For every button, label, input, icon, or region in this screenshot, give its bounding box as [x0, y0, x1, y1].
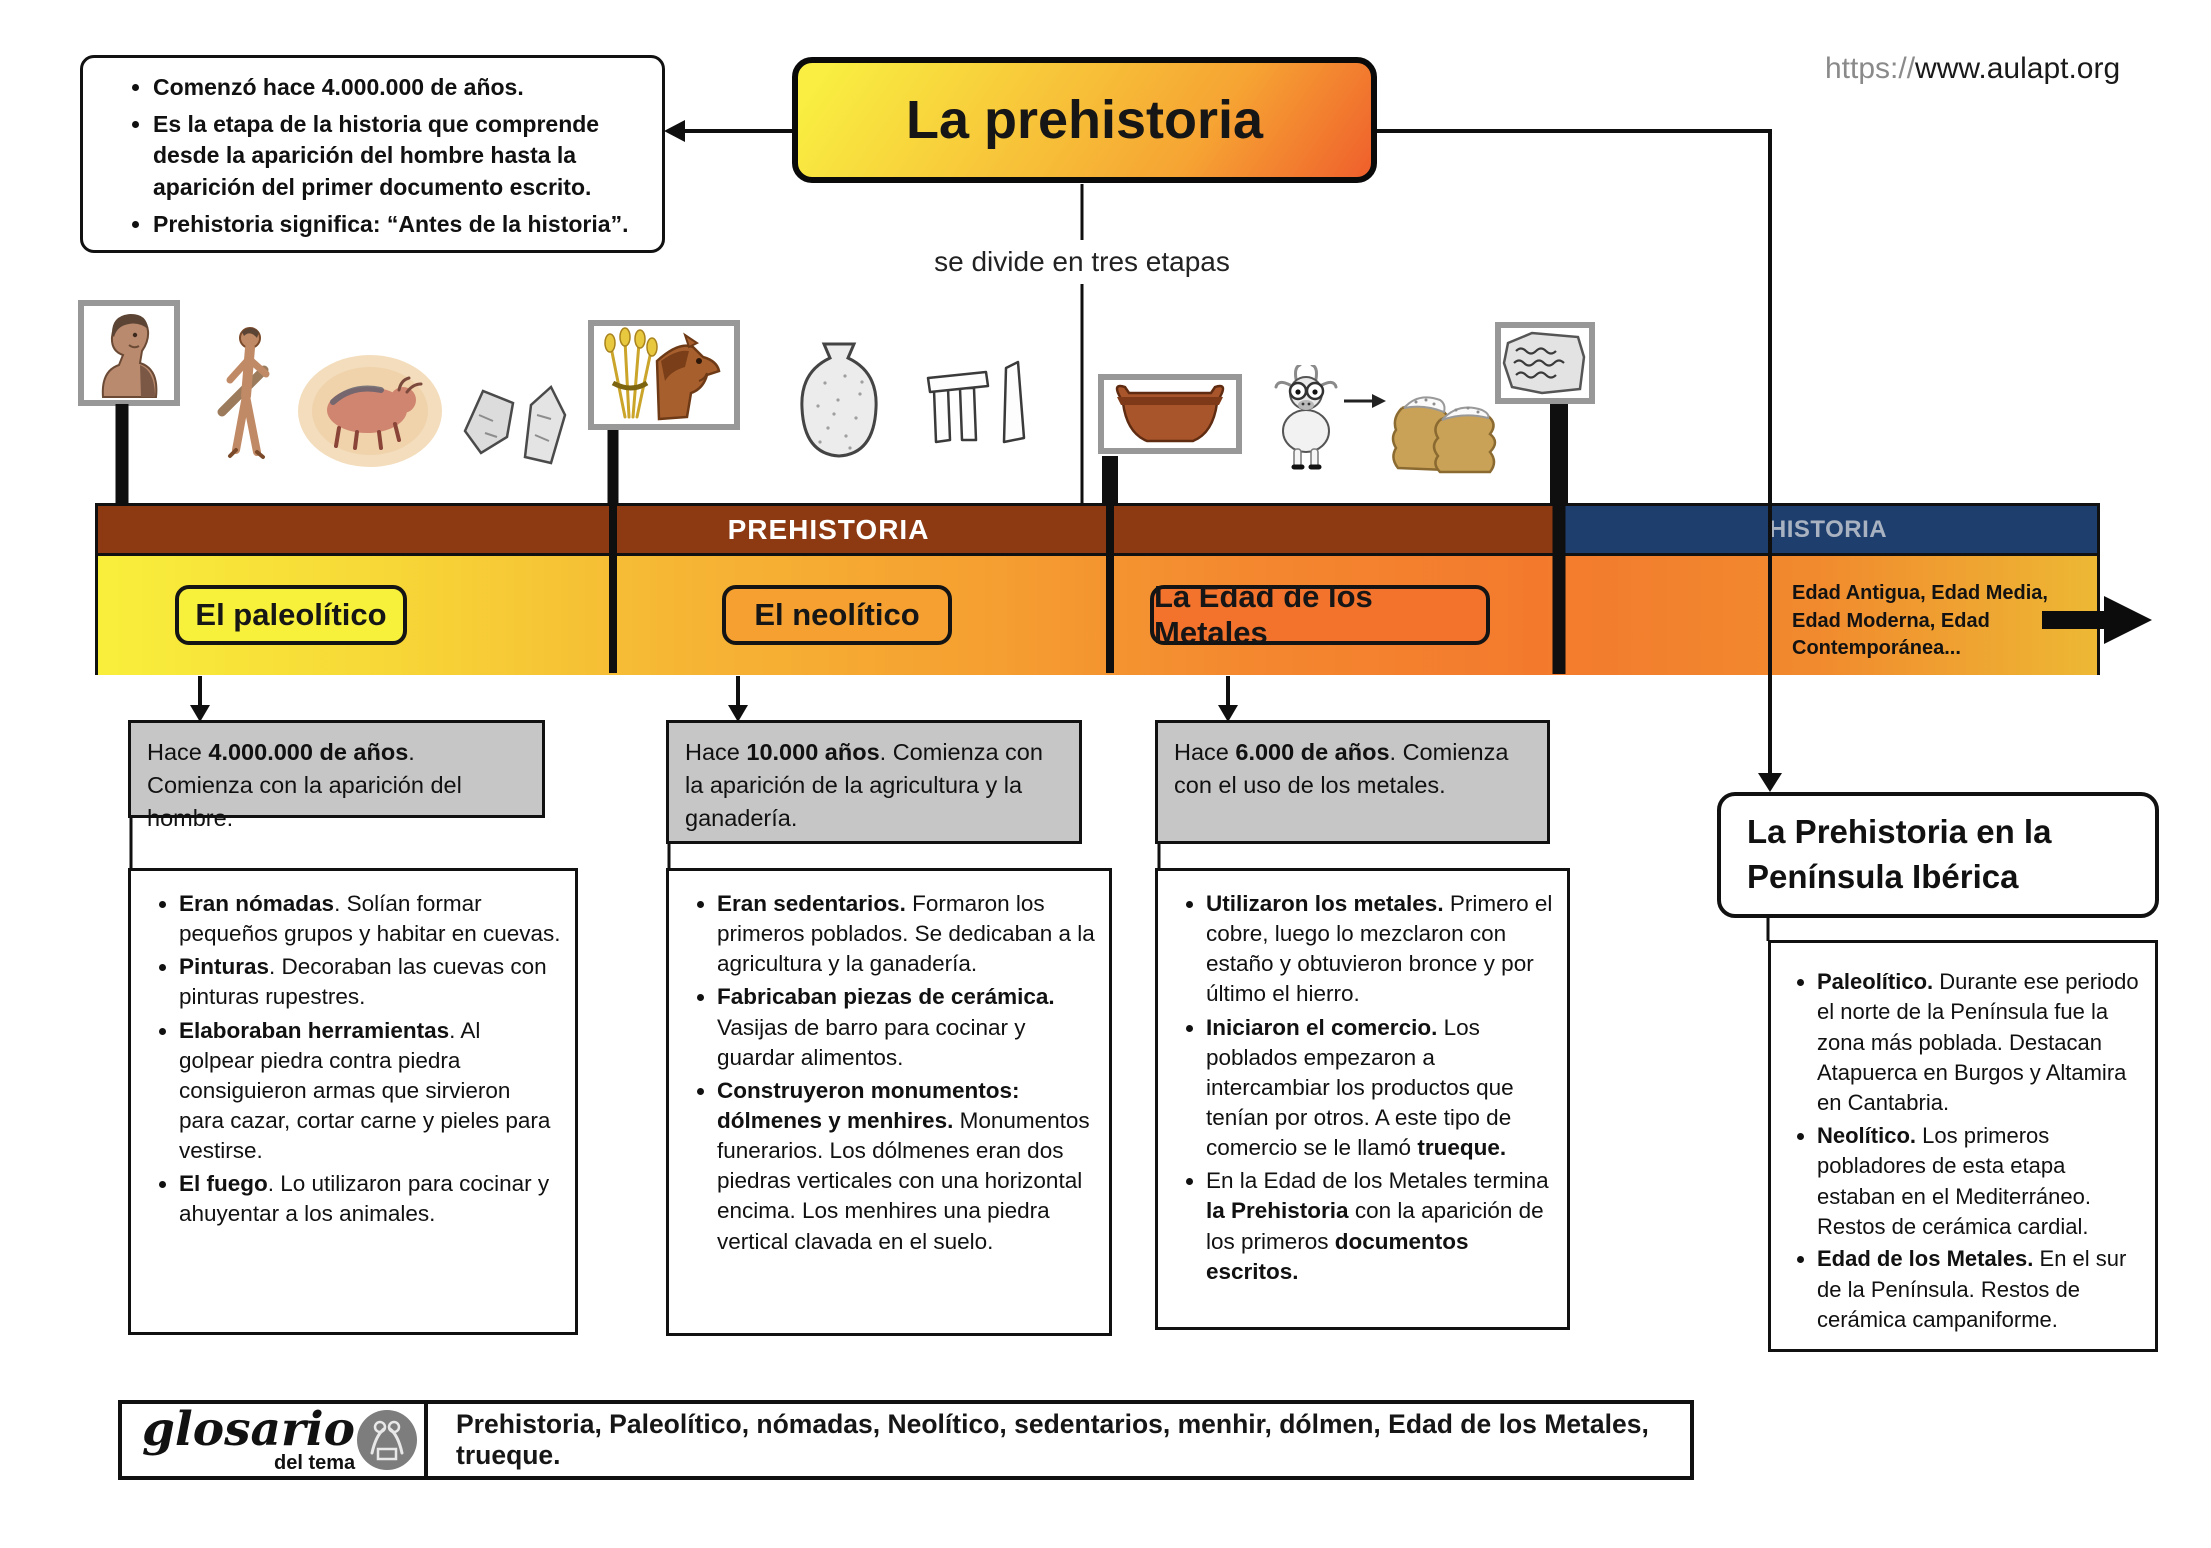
- peninsula-item: • Edad de los Metales. En el sur de la Península. Restos de cerámica campaniforme.: [1817, 1244, 2141, 1335]
- detail-item: • Elaboraban herramientas. Al golpear piedra contra piedra consiguieron armas que sirvieron para cazar, cortar carne y pieles para vestirse.: [179, 1016, 561, 1167]
- glossary-bar: [118, 1400, 1694, 1480]
- history-forward-arrow-icon: [2042, 594, 2154, 646]
- wheat-and-horse-icon: [595, 327, 733, 423]
- detail-item: • Eran nómadas. Solían formar pequeños grupos y habitar en cuevas.: [179, 889, 561, 949]
- flint-stones-icon: [455, 375, 575, 477]
- glossary-terms: Prehistoria, Paleolítico, nómadas, Neolítico, sedentarios, menhir, dólmen, Edad de los Metales, trueque.: [456, 1409, 1649, 1470]
- historia-label: HISTORIA: [1768, 515, 1888, 543]
- written-tablet-icon: [1502, 329, 1588, 397]
- detail-item: • Construyeron monumentos: dólmenes y menhires. Monumentos funerarios. Los dólmenes eran dos piedras verticales con una horizontal encima. Los menhires una piedra vertical clavada en el suelo.: [717, 1076, 1095, 1257]
- stage-edad-metales: La Edad de los Metales: [1150, 585, 1490, 645]
- detail-item: • Fabricaban piezas de cerámica. Vasijas de barro para cocinar y guardar alimentos.: [717, 982, 1095, 1072]
- intro-item: • Es la etapa de la historia que comprende desde la aparición del hombre hasta la aparición del primer documento escrito.: [153, 109, 636, 204]
- subtitle-connector: se divide en tres etapas: [934, 246, 1230, 277]
- grain-sacks-icon: [1388, 378, 1506, 476]
- intro-item: • Comenzó hace 4.000.000 de años.: [153, 72, 636, 104]
- arrowhead-left-icon: [664, 120, 685, 142]
- wheat-horse-frame: [588, 320, 740, 430]
- peninsula-detail-box: [1768, 940, 2158, 1352]
- clay-vase-icon: [790, 338, 888, 474]
- cave-painting-bison-icon: [295, 350, 445, 472]
- detail-item: • Iniciaron el comercio. Los poblados empezaron a intercambiar los productos que tenían por otros. A este tipo de comercio se le llamó trueque.: [1206, 1013, 1553, 1164]
- detail-list: [677, 889, 1095, 1257]
- intro-list: [101, 72, 636, 241]
- trade-arrow-icon: [1344, 392, 1386, 410]
- prehistoria-label: PREHISTORIA: [727, 513, 930, 545]
- peninsula-item: • Neolítico. Los primeros pobladores de esta etapa estaban en el Mediterráneo. Restos de cerámica cardial.: [1817, 1121, 2141, 1242]
- detail-box-metales: [1155, 868, 1570, 1330]
- period-note-neolitico: Hace 10.000 años. Comienza con la aparición de la agricultura y la ganadería.: [666, 720, 1082, 844]
- detail-item: • En la Edad de los Metales termina la Prehistoria con la aparición de los primeros documentos escritos.: [1206, 1166, 1553, 1287]
- peninsula-item: • Paleolítico. Durante ese periodo el norte de la Península fue la zona más poblada. Destacan Atapuerca en Burgos y Altamira en Cantabria.: [1817, 967, 2141, 1119]
- period-note-paleolitico: Hace 4.000.000 de años. Comienza con la aparición del hombre.: [128, 720, 545, 818]
- intro-item: • Prehistoria significa: “Antes de la historia”.: [153, 209, 636, 241]
- title-box: [792, 57, 1377, 183]
- stage-neolitico: El neolítico: [722, 585, 952, 645]
- detail-item: • Pinturas. Decoraban las cuevas con pinturas rupestres.: [179, 952, 561, 1012]
- caveman-portrait-icon: [85, 307, 173, 399]
- copper-bowl-frame: [1098, 374, 1242, 454]
- glossary-logo-title: glosario: [142, 1402, 355, 1457]
- page-title: La prehistoria: [905, 90, 1264, 150]
- detail-list: [139, 889, 561, 1230]
- peninsula-title-box: La Prehistoria en la Península Ibérica: [1717, 792, 2159, 918]
- intro-box: [80, 55, 665, 253]
- glossary-logo-subtitle: del tema: [274, 1452, 356, 1474]
- peninsula-list: [1781, 967, 2141, 1335]
- site-url: [1825, 52, 2120, 86]
- glosario-logo-icon: [356, 1409, 418, 1471]
- detail-item: • Utilizaron los metales. Primero el cobre, luego lo mezclaron con estaño y obtuvieron bronce y por último el hierro.: [1206, 889, 1553, 1010]
- written-tablet-frame: [1495, 322, 1595, 404]
- caveman-portrait-frame: [78, 300, 180, 406]
- historia-ages: Edad Antigua, Edad Media, Edad Moderna, Edad Contemporánea...: [1792, 582, 2048, 660]
- copper-bowl-icon: [1105, 381, 1235, 447]
- url-domain: www.aulapt.org: [1915, 52, 2121, 85]
- detail-box-neolitico: [666, 868, 1112, 1336]
- dolmen-and-menhir-icon: [922, 350, 1044, 446]
- historia-bar: [1559, 506, 2097, 553]
- detail-item: • El fuego. Lo utilizaron para cocinar y ahuyentar a los animales.: [179, 1169, 561, 1229]
- stage-paleolitico: El paleolítico: [175, 585, 407, 645]
- detail-item: • Eran sedentarios. Formaron los primeros poblados. Se dedicaban a la agricultura y la ganadería.: [717, 889, 1095, 979]
- url-scheme: https://: [1825, 52, 1916, 85]
- detail-list: [1166, 889, 1553, 1287]
- detail-box-paleolitico: [128, 868, 578, 1335]
- hunter-with-club-icon: [200, 320, 290, 468]
- prehistoria-bar: [98, 506, 1559, 553]
- goat-icon: [1270, 365, 1342, 473]
- period-note-metales: Hace 6.000 de años. Comienza con el uso de los metales.: [1155, 720, 1550, 844]
- era-bar: [98, 506, 2097, 556]
- glossary-logo-cell: [122, 1404, 428, 1476]
- arrowhead-down-icon: [1758, 773, 1782, 792]
